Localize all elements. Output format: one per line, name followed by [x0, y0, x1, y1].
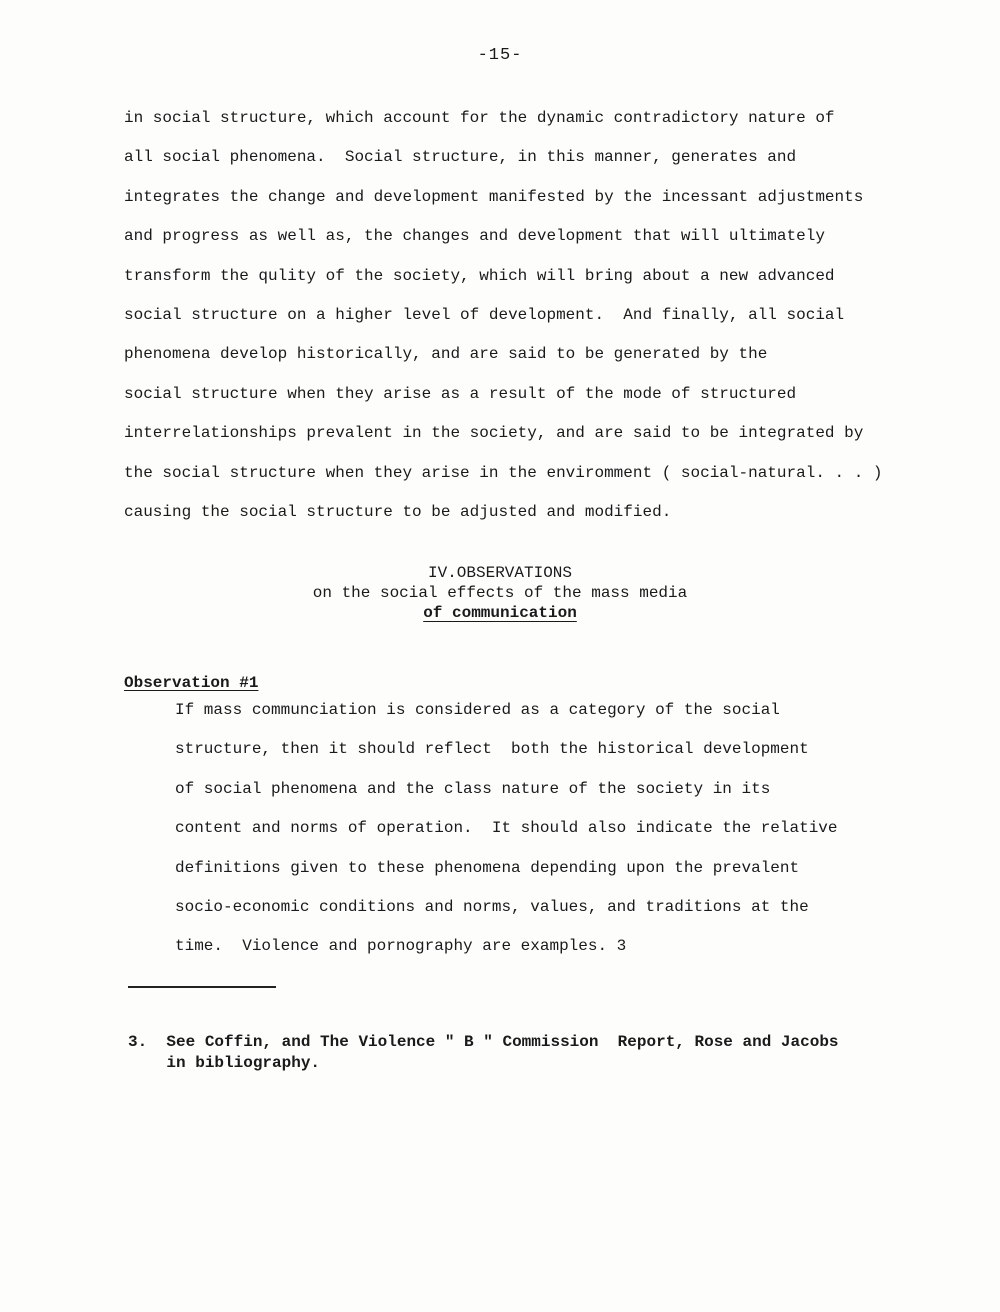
- observation-label: Observation #1: [124, 674, 259, 692]
- observation-line: structure, then it should reflect both the historical development: [175, 740, 809, 759]
- section-heading-subtitle-underlined: of communication: [423, 604, 577, 622]
- body-line: all social phenomena. Social structure, in this manner, generates and: [124, 148, 797, 167]
- section-heading-subtitle: on the social effects of the mass media: [312, 584, 688, 602]
- page-number: -15-: [477, 46, 523, 65]
- observation-text: [175, 698, 935, 974]
- body-line: transform the qulity of the society, which will bring about a new advanced: [124, 266, 835, 285]
- body-line: and progress as well as, the changes and development that will ultimately: [124, 227, 825, 246]
- section-heading: [0, 563, 1000, 623]
- observation-line: content and norms of operation. It should also indicate the relative: [175, 819, 838, 838]
- observation-line: time. Violence and pornography are examples. 3: [175, 937, 627, 956]
- body-line: the social structure when they arise in the enviromment ( social-natural. . . ): [124, 463, 883, 482]
- body-line: causing the social structure to be adjusted and modified.: [124, 502, 672, 521]
- body-text: [124, 106, 924, 539]
- body-line: social structure when they arise as a result of the mode of structured: [124, 384, 797, 403]
- footnote-line: in bibliography.: [128, 1054, 321, 1072]
- body-line: in social structure, which account for the dynamic contradictory nature of: [124, 109, 835, 127]
- footnote: [128, 1032, 839, 1074]
- observation-line: definitions given to these phenomena depending upon the prevalent: [175, 858, 800, 877]
- section-heading-title: IV.OBSERVATIONS: [427, 564, 573, 582]
- footnote-line: 3. See Coffin, and The Violence " B " Commission Report, Rose and Jacobs: [128, 1033, 839, 1051]
- observation-line: of social phenomena and the class nature of the society in its: [175, 779, 771, 798]
- body-line: social structure on a higher level of development. And finally, all social: [124, 305, 845, 324]
- footnote-divider: [128, 986, 276, 988]
- body-line: integrates the change and development manifested by the incessant adjustments: [124, 187, 864, 206]
- observation-line: socio-economic conditions and norms, values, and traditions at the: [175, 897, 809, 916]
- observation-line: If mass communciation is considered as a category of the social: [175, 701, 780, 719]
- body-line: interrelationships prevalent in the society, and are said to be integrated by: [124, 424, 864, 443]
- body-line: phenomena develop historically, and are said to be generated by the: [124, 345, 768, 364]
